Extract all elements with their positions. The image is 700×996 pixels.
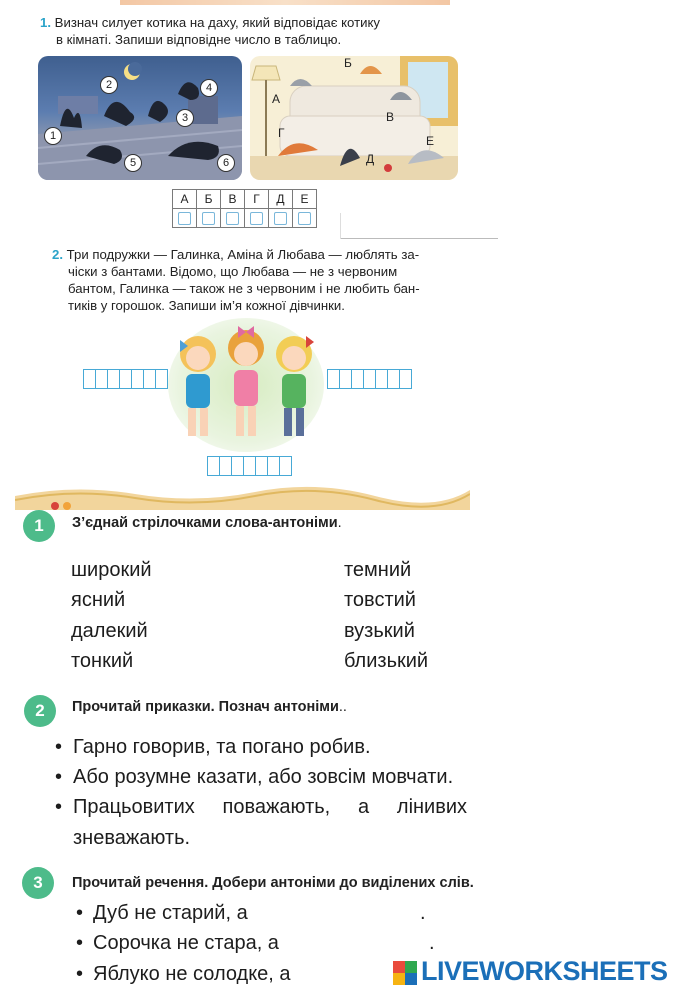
answer-table-input-row: [173, 209, 317, 228]
antonym-right-word[interactable]: темний: [344, 559, 412, 581]
antonym-right-word[interactable]: близький: [344, 650, 429, 672]
antonym-left-word[interactable]: ясний: [71, 589, 126, 611]
logo-mark-icon: [393, 961, 417, 985]
room-letter-d: Д: [366, 152, 375, 166]
antonym-left-word[interactable]: далекий: [71, 620, 148, 642]
exercise-2-text: 2. Три подружки — Галинка, Аміна й Любава — люблять за- чіски з бантами. Відомо, що Любава — не з червоним бантом, Галинка — також не з червоним і не любить бан- тиків у горошок. Запиши ім’я кожної дівчинки.: [52, 247, 420, 313]
answer-input[interactable]: [316, 965, 388, 987]
girls-drawing: [168, 318, 324, 452]
roof-number-1: 1: [44, 127, 62, 145]
sentence-text: Яблуко не солодке, а: [93, 963, 291, 985]
logo-text: LIVEWORKSHEETS: [421, 956, 668, 986]
answer-table-header: В: [221, 190, 245, 209]
antonym-right-word[interactable]: товстий: [344, 589, 416, 611]
answer-input-cell[interactable]: [293, 209, 317, 228]
antonym-left-word[interactable]: тонкий: [71, 650, 134, 672]
task-title: Прочитай речення. Добери антоніми до виділених слів.: [72, 875, 474, 891]
roof-cats-picture: [38, 56, 242, 180]
room-letter-g: Г: [278, 126, 285, 140]
answer-table-header: Б: [197, 190, 221, 209]
name-input-middle[interactable]: [207, 456, 292, 476]
proverb-item[interactable]: • Гарно говорив, та погано робив.: [53, 732, 523, 762]
sentence-end: .: [429, 932, 435, 954]
room-letter-e: Е: [426, 134, 435, 148]
sentence-bullet: •: [76, 902, 84, 924]
roof-number-5: 5: [124, 154, 142, 172]
room-scene-drawing: [250, 56, 458, 180]
sentence-text: Сорочка не стара, а: [93, 932, 279, 954]
room-letter-b: Б: [344, 56, 352, 70]
answer-input[interactable]: [302, 934, 428, 956]
room-letter-v: В: [386, 110, 395, 124]
answer-input-cell[interactable]: [197, 209, 221, 228]
sentence-end: .: [420, 902, 426, 924]
roof-number-6: 6: [217, 154, 235, 172]
answer-input-cell[interactable]: [221, 209, 245, 228]
roof-number-2: 2: [100, 76, 118, 94]
room-cats-picture: [250, 56, 458, 180]
sentence-bullet: •: [76, 963, 84, 985]
top-decor-strip: [120, 0, 450, 5]
divider-line: [340, 238, 498, 239]
task-title: Прочитай приказки. Познач антоніми..: [72, 699, 347, 715]
proverb-item[interactable]: • Або розумне казати, або зовсім мовчати.: [53, 762, 523, 792]
divider-line-vertical: [340, 213, 341, 239]
proverbs-list: [53, 732, 523, 822]
task-number-badge: 2: [24, 695, 56, 727]
task-number-badge: 3: [22, 867, 54, 899]
answer-table-header: Г: [245, 190, 269, 209]
exercise-1-text: 1. Визнач силует котика на даху, який відповідає котику в кімнаті. Запиши відповідне число в таблицю.: [40, 15, 381, 47]
answer-table-header: Е: [293, 190, 317, 209]
sentence-bullet: •: [76, 932, 84, 954]
liveworksheets-logo: [393, 956, 691, 990]
answer-input[interactable]: [268, 904, 418, 926]
answer-input-cell[interactable]: [245, 209, 269, 228]
answer-table-header-row: [173, 190, 317, 209]
name-input-left[interactable]: [83, 369, 168, 389]
answer-table-header: А: [173, 190, 197, 209]
answer-input-cell[interactable]: [173, 209, 197, 228]
proverb-item[interactable]: • Працьовитих поважають, а лінивих: [53, 792, 523, 822]
name-input-right[interactable]: [327, 369, 412, 389]
sentence-text: Дуб не старий, а: [93, 902, 248, 924]
proverb-item-continuation[interactable]: зневажають.: [73, 827, 191, 849]
task-number-badge: 1: [23, 510, 55, 542]
room-letter-a: А: [272, 92, 281, 106]
roof-number-4: 4: [200, 79, 218, 97]
task-title: З’єднай стрілочками слова-антоніми.: [72, 515, 342, 531]
answer-table: [172, 189, 317, 228]
antonym-right-word[interactable]: вузький: [344, 620, 415, 642]
roof-number-3: 3: [176, 109, 194, 127]
three-girls-picture: [168, 318, 324, 452]
answer-input-cell[interactable]: [269, 209, 293, 228]
antonym-left-word[interactable]: широкий: [71, 559, 152, 581]
answer-table-header: Д: [269, 190, 293, 209]
grass-decor-strip: [15, 478, 470, 510]
